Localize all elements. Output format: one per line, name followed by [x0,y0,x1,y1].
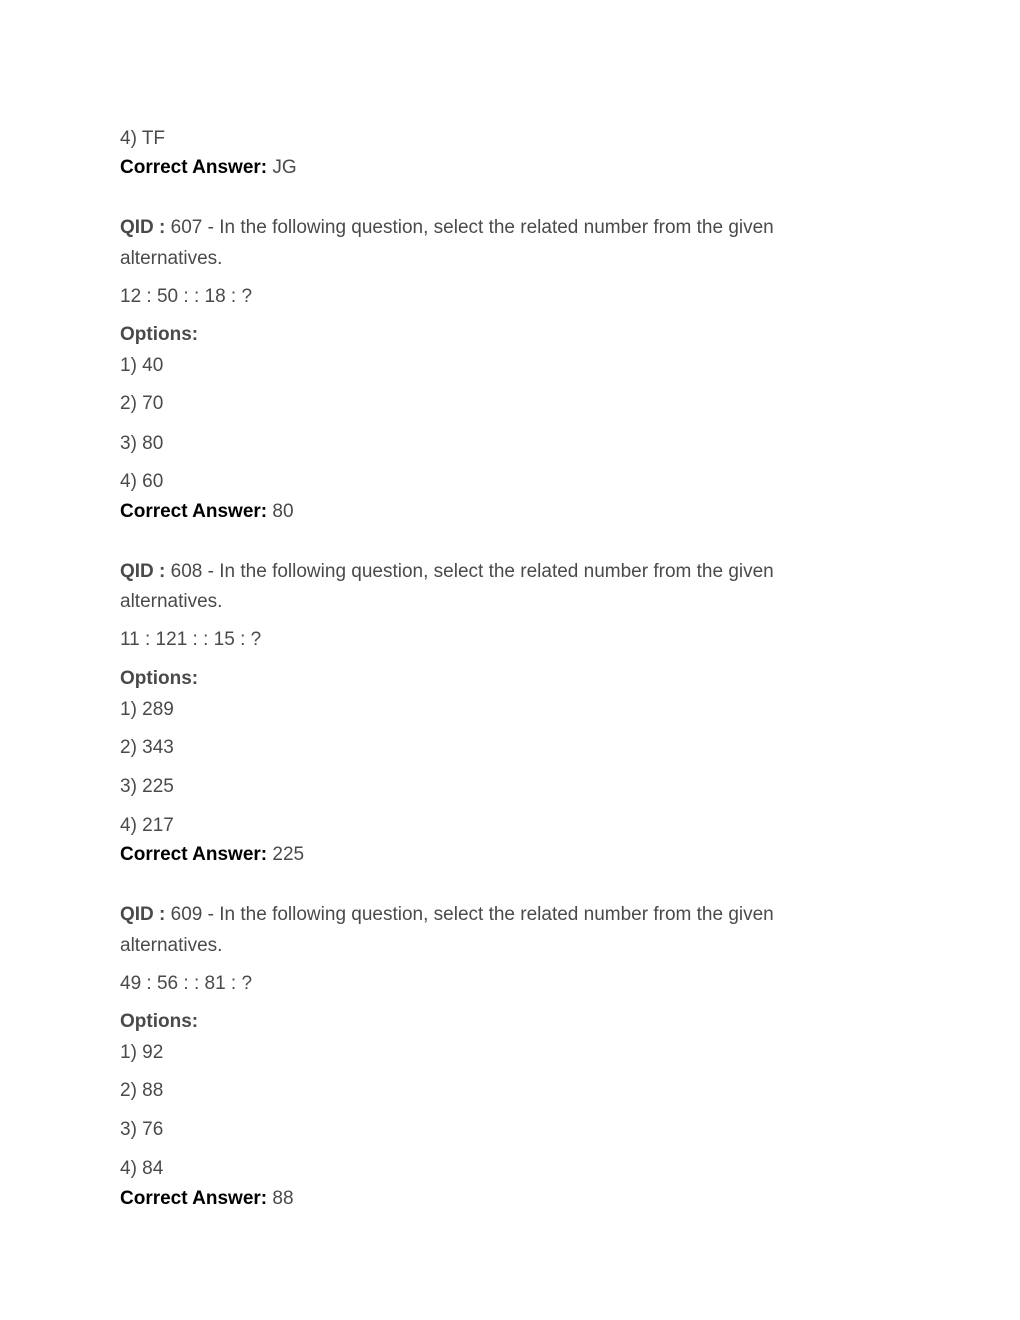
correct-answer [120,501,294,523]
question-text: 609 - In the following question, select the related number from the given [170,904,774,925]
correct-answer-value: 88 [272,1188,294,1209]
correct-answer-label: Correct Answer: [120,501,268,522]
option-item: 2) 70 [120,393,164,414]
question-text-continued: alternatives. [120,591,223,612]
option-item: 3) 80 [120,433,164,454]
question-header [120,217,774,239]
correct-answer-value: JG [272,157,297,178]
question-text: 608 - In the following question, select the related number from the given [170,561,774,582]
options-label: Options: [120,1011,199,1032]
correct-answer [120,844,304,866]
question-text: 607 - In the following question, select the related number from the given [170,217,774,238]
question-text-continued: alternatives. [120,248,223,269]
qid-label: QID : [120,904,166,925]
qid-label: QID : [120,561,166,582]
option-item: 4) 84 [120,1158,164,1179]
option-item: 3) 225 [120,776,174,797]
correct-answer-label: Correct Answer: [120,844,268,865]
option-item: 4) 217 [120,815,174,836]
option-item: 2) 88 [120,1080,164,1101]
option-item: 1) 40 [120,355,164,376]
correct-answer-value: 225 [272,844,305,865]
option-item: 3) 76 [120,1119,164,1140]
question-prompt: 49 : 56 : : 81 : ? [120,973,253,994]
correct-answer-value: 80 [272,501,294,522]
question-header [120,904,774,926]
correct-answer-label: Correct Answer: [120,1188,268,1209]
correct-answer [120,1188,294,1210]
options-label: Options: [120,324,199,345]
option-item: 4) TF [120,128,166,149]
options-label: Options: [120,668,199,689]
correct-answer-label: Correct Answer: [120,157,268,178]
question-text-continued: alternatives. [120,935,223,956]
question-prompt: 12 : 50 : : 18 : ? [120,286,253,307]
question-prompt: 11 : 121 : : 15 : ? [120,629,262,650]
question-header [120,561,774,583]
qid-label: QID : [120,217,166,238]
correct-answer [120,157,297,179]
option-item: 4) 60 [120,471,164,492]
option-item: 1) 289 [120,699,174,720]
option-item: 1) 92 [120,1042,164,1063]
option-item: 2) 343 [120,737,174,758]
